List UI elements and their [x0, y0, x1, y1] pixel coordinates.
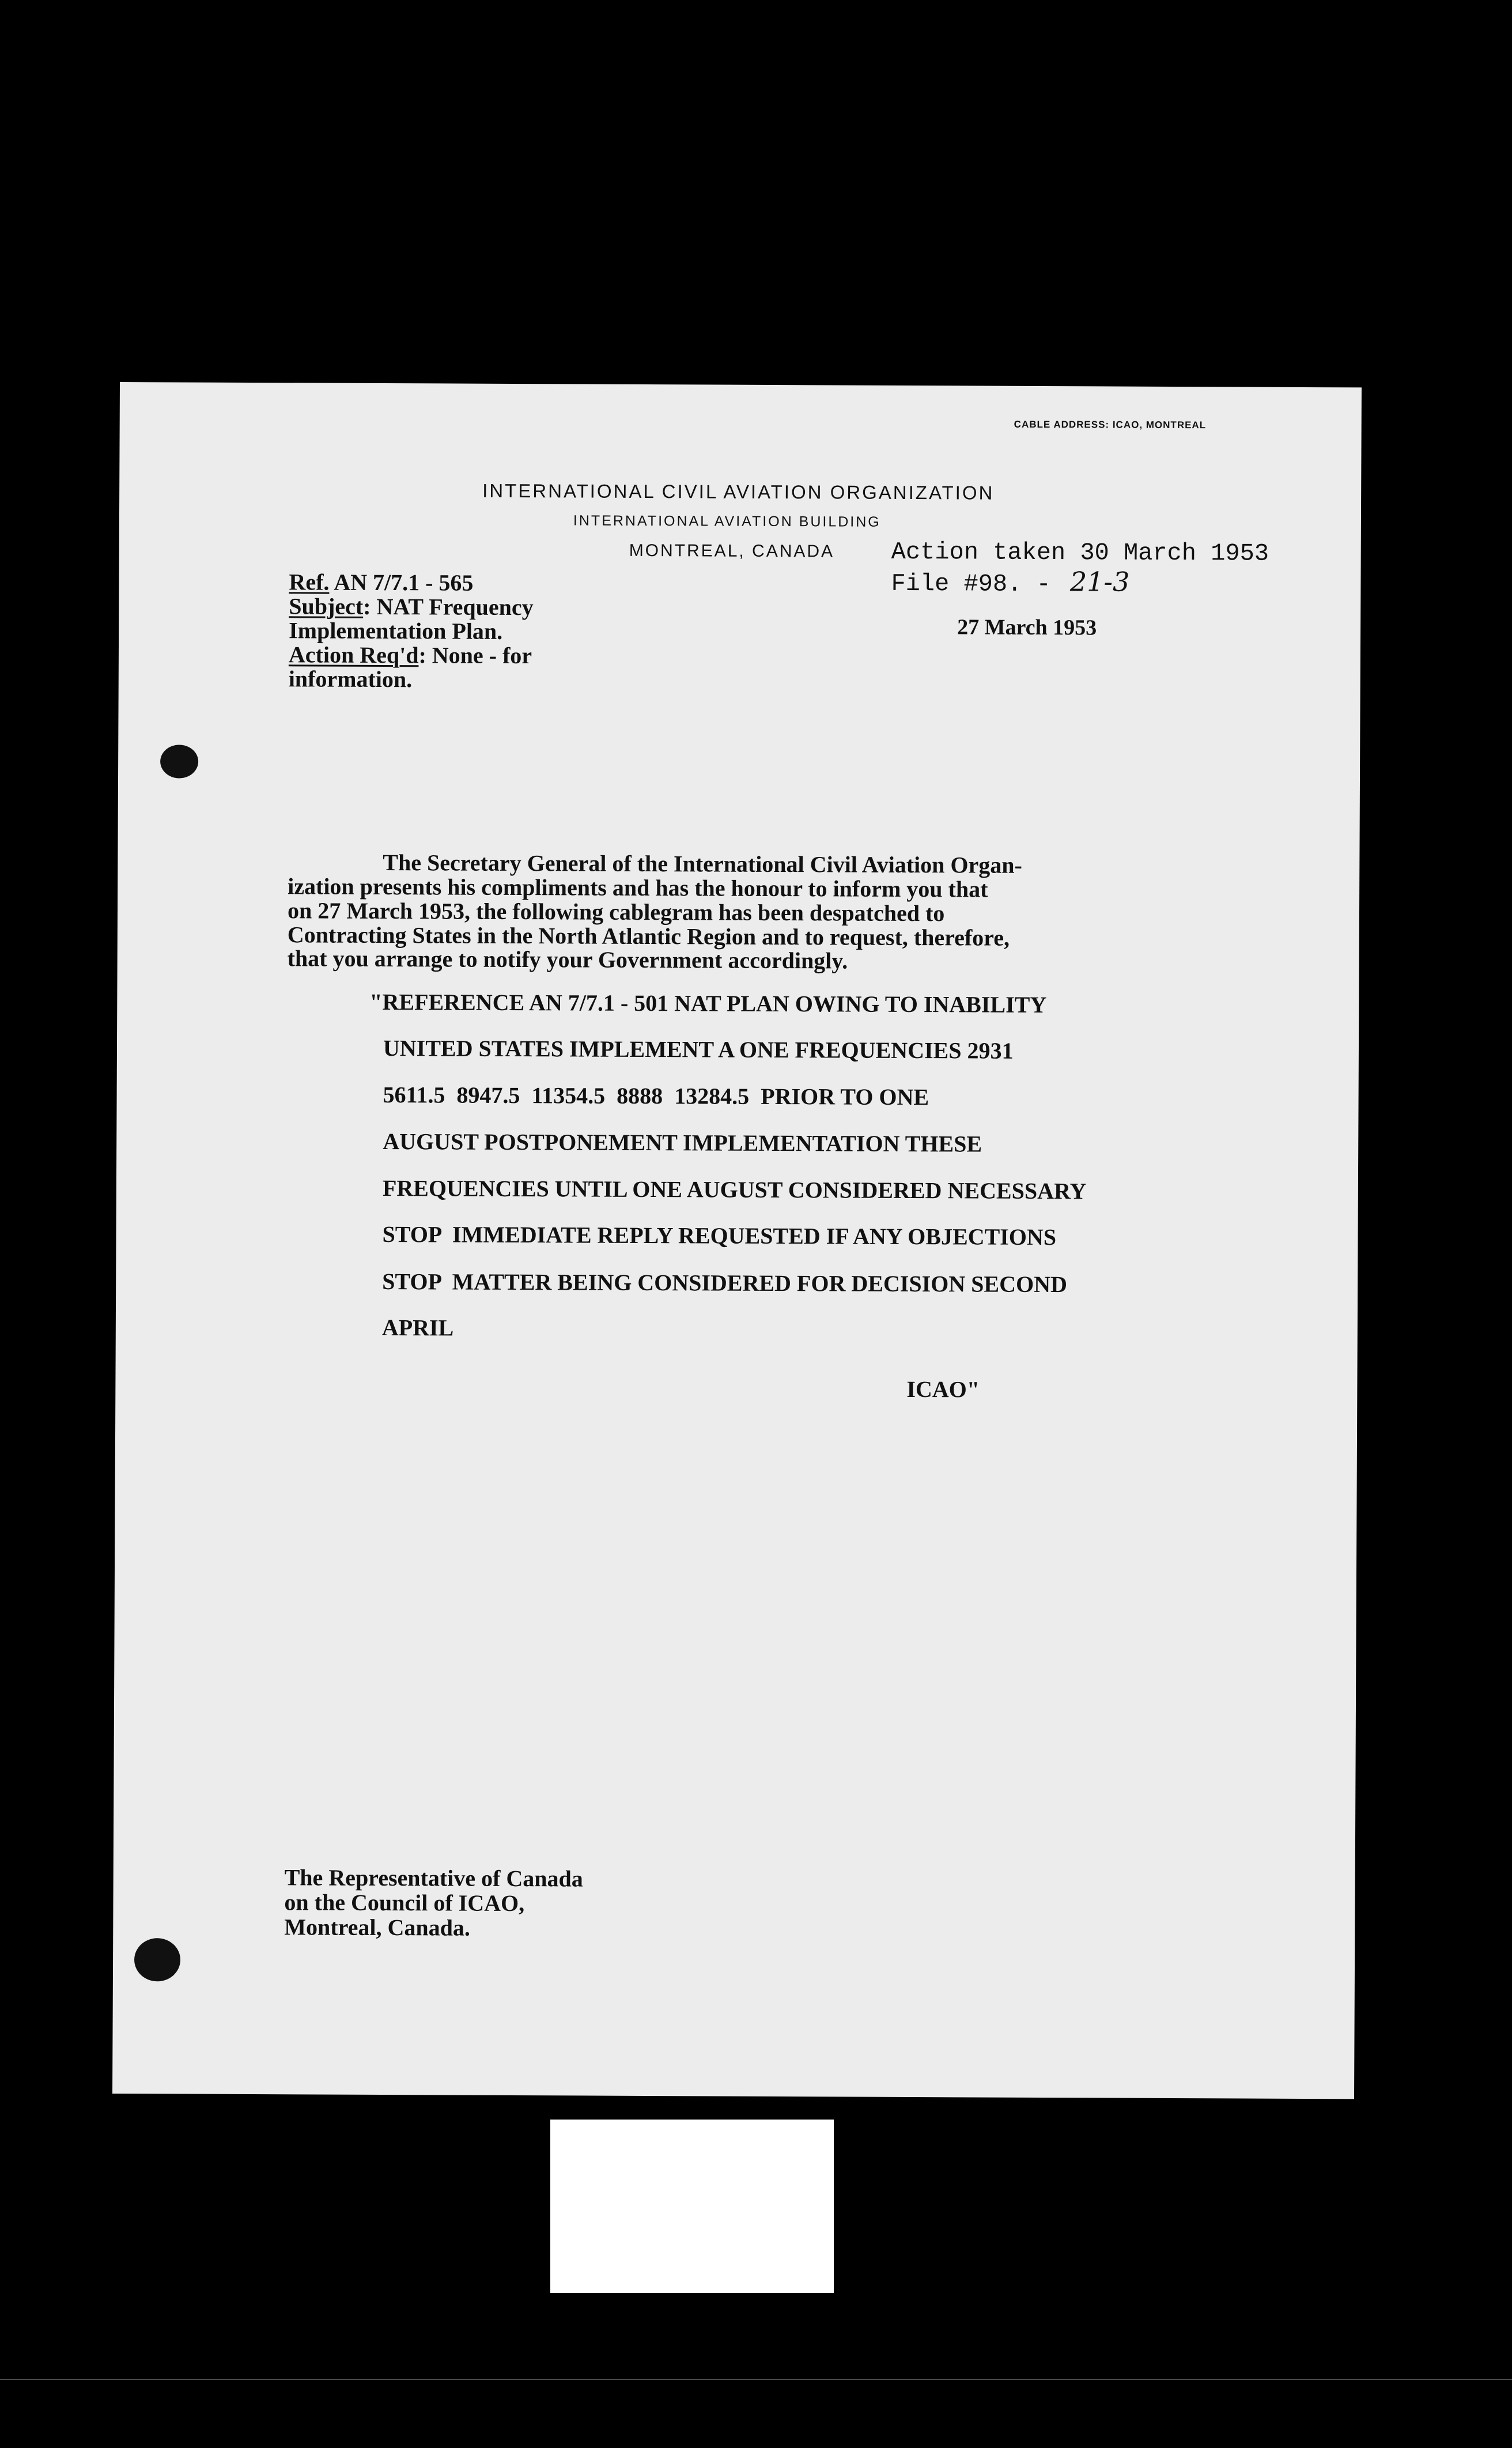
cablegram-line: UNITED STATES IMPLEMENT A ONE FREQUENCIES 2931 — [383, 1035, 1014, 1064]
body-line: The Secretary General of the International Civil Aviation Organ- — [383, 849, 1022, 878]
blank-card — [550, 2120, 834, 2293]
addressee-line: The Representative of Canada — [284, 1864, 583, 1892]
document-page — [112, 382, 1362, 2099]
cablegram-line: APRIL — [381, 1314, 454, 1341]
file-number-typed: File #98. - — [891, 569, 1051, 599]
cablegram-line: AUGUST POSTPONEMENT IMPLEMENTATION THESE — [383, 1128, 982, 1157]
file-number-handwritten: 21-3 — [1069, 566, 1130, 598]
ref-value: AN 7/7.1 - 565 — [334, 569, 474, 596]
body-line: that you arrange to notify your Government accordingly. — [287, 945, 848, 974]
action-required-line-2: information. — [288, 666, 413, 693]
film-edge-line — [0, 2379, 1512, 2380]
action-required-label: Action Req'd — [288, 641, 419, 668]
building-name: INTERNATIONAL AVIATION BUILDING — [573, 512, 881, 530]
organization-name: INTERNATIONAL CIVIL AVIATION ORGANIZATION — [482, 479, 995, 504]
file-number-annotation — [891, 565, 1129, 599]
cablegram-line: FREQUENCIES UNTIL ONE AUGUST CONSIDERED NECESSARY — [382, 1175, 1087, 1204]
body-line: ization presents his compliments and has the honour to inform you that — [288, 873, 988, 902]
cablegram-line: 5611.5 8947.5 11354.5 8888 13284.5 PRIOR TO ONE — [383, 1082, 929, 1110]
cablegram-line: "REFERENCE AN 7/7.1 - 501 NAT PLAN OWING TO INABILITY — [369, 988, 1047, 1018]
letter-date: 27 March 1953 — [957, 615, 1097, 640]
action-required-value: : None - for — [418, 642, 532, 669]
subject-value: : NAT Frequency — [363, 593, 534, 621]
cable-address: CABLE ADDRESS: ICAO, MONTREAL — [1014, 418, 1207, 431]
cablegram-line: STOP MATTER BEING CONSIDERED FOR DECISION SECOND — [382, 1268, 1068, 1298]
addressee-line: on the Council of ICAO, — [284, 1889, 525, 1917]
cablegram-line: STOP IMMEDIATE REPLY REQUESTED IF ANY OBJECTIONS — [382, 1221, 1057, 1251]
city-name: MONTREAL, CANADA — [629, 541, 835, 561]
punch-hole-bottom — [134, 1938, 180, 1981]
action-taken-annotation: Action taken 30 March 1953 — [891, 538, 1269, 568]
subject-label: Subject — [289, 593, 364, 619]
subject-line-2: Implementation Plan. — [289, 617, 503, 644]
body-line: Contracting States in the North Atlantic Region and to request, therefore, — [287, 921, 1010, 951]
punch-hole-top — [160, 745, 198, 778]
addressee-line: Montreal, Canada. — [284, 1914, 471, 1941]
ref-label: Ref. — [289, 569, 330, 595]
ref-line — [289, 568, 473, 596]
body-line: on 27 March 1953, the following cablegram has been despatched to — [287, 897, 945, 927]
cablegram-signature: ICAO" — [906, 1376, 980, 1403]
